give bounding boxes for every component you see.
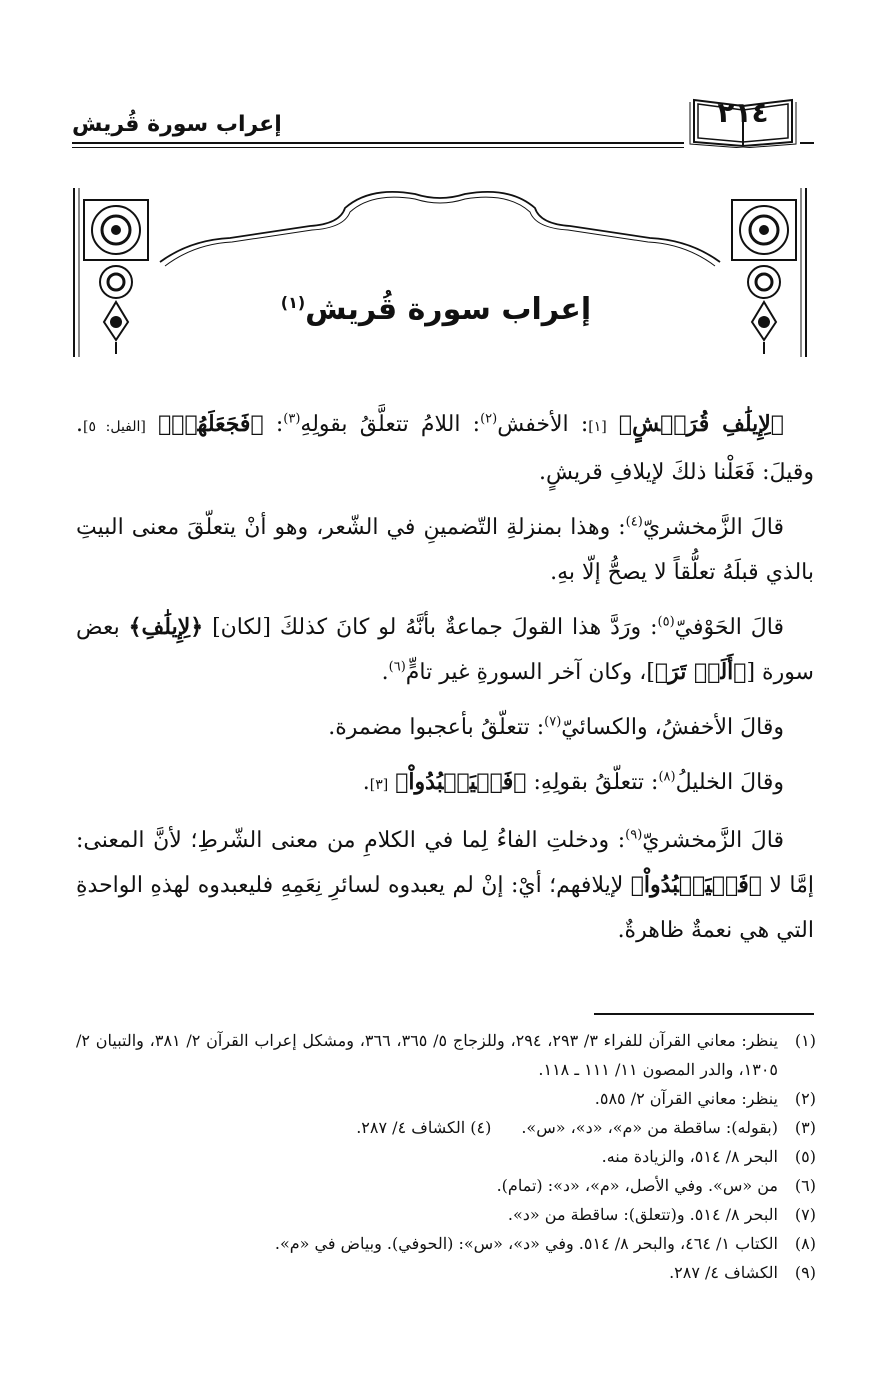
footnote-number: (٩) [794, 1263, 816, 1282]
running-title: إعراب سورة قُريش [72, 112, 282, 137]
footnote-number: (١) [794, 1031, 816, 1050]
header-rule-right [800, 142, 814, 144]
footnote-mark: (٣) [283, 411, 301, 427]
footnote-mark: (٦) [388, 659, 406, 675]
footnote-text: الكشاف ٤/ ٢٨٧. [669, 1263, 778, 1282]
chapter-title-text: إعراب سورة قُريش [305, 292, 592, 327]
footnote-text: ينظر: معاني القرآن ٢/ ٥٨٥. [594, 1089, 778, 1108]
paragraph [76, 402, 814, 495]
text: بعض سورة [ [76, 615, 814, 685]
footnote-mark: (٢) [480, 411, 498, 427]
footnote [76, 1171, 816, 1200]
quran-verse: ﴿لِإِيلَٰفِ قُرَيۡشٍ﴾ [618, 411, 784, 437]
text: وقالَ الأخفشُ، والكسائيّ [561, 715, 784, 740]
paragraph [76, 705, 814, 750]
quran-verse: ﴿فَجَعَلَهُمۡ﴾ [158, 411, 264, 437]
footnote-number: (٤) [470, 1118, 492, 1137]
footnote [76, 1258, 816, 1287]
verse-ref: [الفيل: ٥] [83, 419, 146, 435]
footnote-number: (٣) [794, 1118, 816, 1137]
left-ornament [84, 200, 148, 354]
text: : اللامُ تتعلَّقُ بقولِهِ [300, 412, 481, 437]
paragraph [76, 760, 814, 808]
footnote-text: ينظر: معاني القرآن للفراء ٣/ ٢٩٣، ٢٩٤، وللزجاج ٥/ ٣٦٥، ٣٦٦، ومشكل إعراب القرآن ٢/ ٣٨١، والتبيان ٢/ ١٣٠٥، والدر المصون ١١/ ١١١ ـ ١١٨. [76, 1031, 779, 1079]
footnote-mark: (٨) [658, 769, 676, 785]
paragraph [76, 818, 814, 953]
verse-ref: [١] [588, 419, 607, 435]
footnote [76, 1229, 816, 1258]
text: : [275, 412, 284, 437]
text: . وقيلَ: فَعَلْنا ذلكَ لإيلافِ قريشٍ. [76, 412, 814, 485]
footnote-text: (بقوله): ساقطة من «م»، «د»، «س». [521, 1118, 778, 1137]
quran-verse: ﴿أَلَمۡ تَرَ﴾ [654, 659, 747, 685]
footnote-mark: (٤) [625, 514, 643, 530]
paragraph [76, 605, 814, 695]
chapter-title-frame [70, 182, 810, 362]
footnote-number: (٦) [794, 1176, 816, 1195]
footnotes [76, 1026, 816, 1287]
text: : ودخلتِ الفاءُ لِما في الكلامِ من معنى الشّرطِ؛ لأنَّ المعنى: إمَّا لا [76, 828, 815, 898]
text: : تتعلّقُ بقولِهِ: [533, 770, 659, 795]
footnote [76, 1200, 816, 1229]
text: . [381, 660, 389, 685]
footnote-mark: (٩) [625, 827, 643, 843]
page-number: ٢١٤ [717, 96, 769, 129]
right-ornament [732, 200, 796, 354]
footnote-number: (٥) [794, 1147, 816, 1166]
footnote [76, 1026, 816, 1084]
quran-verse: ﴿فَلۡيَعۡبُدُواْ﴾ [630, 872, 762, 898]
text: : وهذا بمنزلةِ التّضمينِ في الشّعر، وهو أنْ يتعلّقَ معنى البيتِ بالذي قبلَهُ تعلُّقاً لا يصحُّ إلّا بهِ. [76, 515, 814, 585]
footnote-text: البحر ٨/ ٥١٤. و(تتعلق): ساقطة من «د». [507, 1205, 778, 1224]
footnote-number: (٨) [794, 1234, 816, 1253]
chapter-title [236, 292, 636, 327]
footnote-number: (٧) [794, 1205, 816, 1224]
text: وقالَ الخليلُ [675, 770, 784, 795]
text: قالَ الزَّمخشريّ [642, 515, 784, 540]
footnote [76, 1142, 816, 1171]
footnote-mark: (٧) [544, 714, 562, 730]
quran-verse: ﴿فَلۡيَعۡبُدُواْ﴾ [395, 769, 527, 795]
quran-verse: ﴿لِإِيلَٰفِ﴾ [128, 614, 204, 640]
paragraph [76, 505, 814, 595]
text: . [362, 770, 370, 795]
text: : ورَدَّ هذا القولَ جماعةٌ بأنَّهُ لو كانَ كذلكَ [لكان] [212, 615, 658, 640]
footnote-text-pair [76, 1113, 778, 1142]
text: : الأخفش [497, 412, 589, 437]
text: قالَ الحَوْفيّ [674, 615, 785, 640]
chapter-note-mark: (١) [280, 293, 306, 312]
footnote-text: الكشاف ٤/ ٢٨٧. [356, 1118, 466, 1137]
header-rule-left [72, 142, 684, 144]
footnote-mark: (٥) [657, 614, 675, 630]
text: لإيلافهم؛ أيْ: إنْ لم يعبدوه لسائرِ نِعَمِهِ فليعبدوه لهذهِ الواحدةِ التي هي نعمةٌ ظاهرةٌ. [76, 873, 814, 943]
footnote-text: من «س». وفي الأصل، «م»، «د»: (تمام). [496, 1176, 778, 1195]
text: قالَ الزَّمخشريّ [642, 828, 784, 853]
text: : تتعلّقُ بأعجبوا مضمرة. [328, 715, 545, 740]
header-rule-left-thin [72, 147, 684, 148]
footnote-text: الكتاب ١/ ٤٦٤، والبحر ٨/ ٥١٤. وفي «د»، «س»: (الحوفي). وبياض في «م». [274, 1234, 778, 1253]
footnote [76, 1084, 816, 1113]
footnote-text: البحر ٨/ ٥١٤، والزيادة منه. [601, 1147, 778, 1166]
verse-ref: [٣] [369, 777, 389, 793]
footnote-separator [594, 1013, 814, 1015]
footnote-number: (٢) [794, 1089, 816, 1108]
body-text [76, 402, 814, 963]
footnote [76, 1113, 816, 1142]
text: ]، وكان آخر السورةِ غير تامٍّ [405, 660, 655, 685]
